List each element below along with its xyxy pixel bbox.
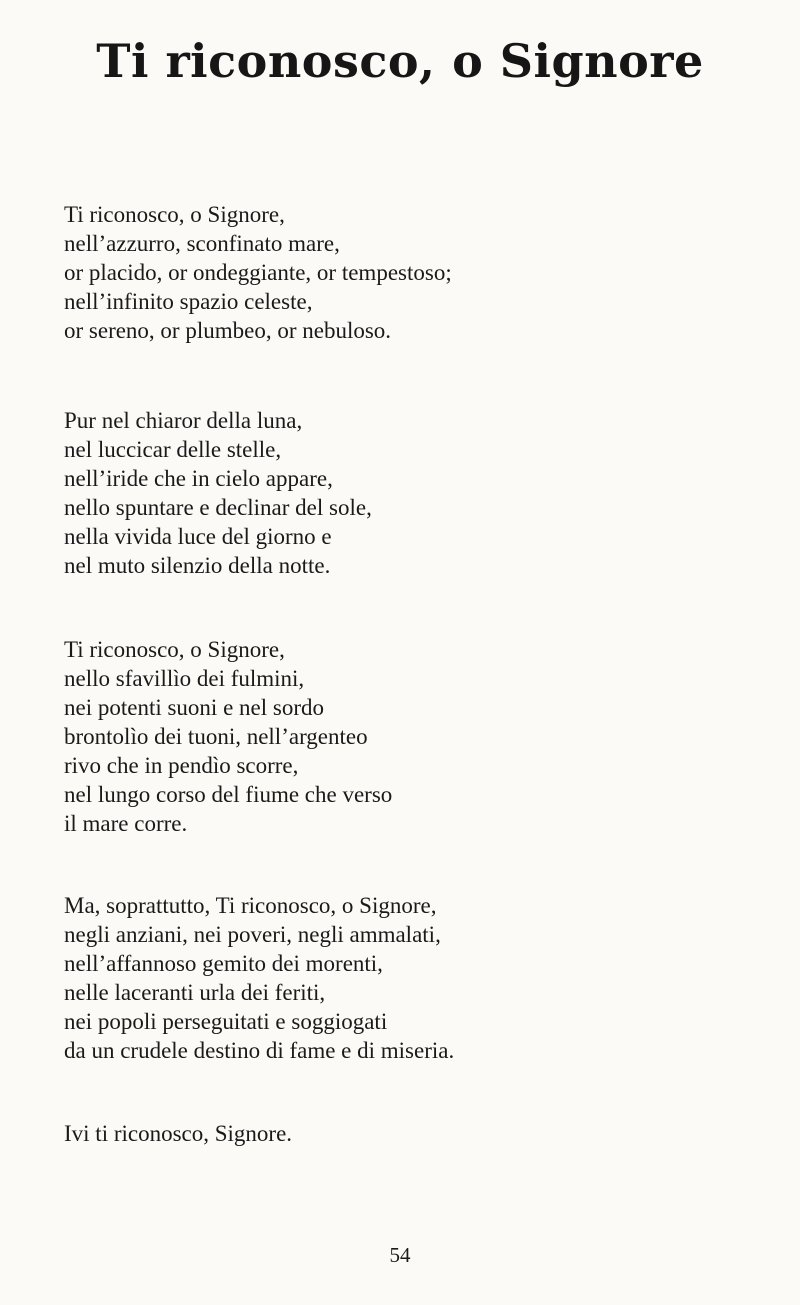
poem-line: nel muto silenzio della notte. (64, 553, 331, 578)
poem-line: Ti riconosco, o Signore, (64, 637, 285, 662)
poem-line: or sereno, or plumbeo, or nebuloso. (64, 318, 392, 343)
poem-line: nella vivida luce del giorno e (64, 524, 332, 549)
poem-line: nell’infinito spazio celeste, (64, 289, 313, 314)
poem-line: nel luccicar delle stelle, (64, 437, 282, 462)
poem-line: nelle laceranti urla dei feriti, (64, 980, 326, 1005)
poem-line: brontolìo dei tuoni, nell’argenteo (64, 724, 368, 749)
poem-line: nei popoli perseguitati e soggiogati (64, 1009, 388, 1034)
poem-line: Ti riconosco, o Signore, (64, 202, 285, 227)
poem-line: nell’affannoso gemito dei morenti, (64, 951, 383, 976)
poem-line: il mare corre. (64, 811, 188, 836)
poem-line: nello spuntare e declinar del sole, (64, 495, 372, 520)
poem-line: Ivi ti riconosco, Signore. (64, 1121, 293, 1146)
stanza-3 (64, 635, 392, 838)
stanza-5 (64, 1119, 292, 1148)
poem-line: nel lungo corso del fiume che verso (64, 782, 393, 807)
poem-line: nell’azzurro, sconfinato mare, (64, 231, 340, 256)
poem-line: nello sfavillìo dei fulmini, (64, 666, 305, 691)
stanza-1 (64, 200, 452, 345)
stanza-2 (64, 406, 372, 580)
poem-line: negli anziani, nei poveri, negli ammalati, (64, 922, 441, 947)
poem-line: nei potenti suoni e nel sordo (64, 695, 324, 720)
poem-line: da un crudele destino di fame e di miseria. (64, 1038, 455, 1063)
poem-line: nell’iride che in cielo appare, (64, 466, 333, 491)
stanza-4 (64, 891, 454, 1065)
poem-line: rivo che in pendìo scorre, (64, 753, 299, 778)
poem-line: Pur nel chiaror della luna, (64, 408, 303, 433)
poem-line: Ma, soprattutto, Ti riconosco, o Signore, (64, 893, 437, 918)
poem-line: or placido, or ondeggiante, or tempestoso; (64, 260, 452, 285)
page-number: 54 (389, 1243, 411, 1267)
page-title: Ti riconosco, o Signore (96, 34, 704, 88)
